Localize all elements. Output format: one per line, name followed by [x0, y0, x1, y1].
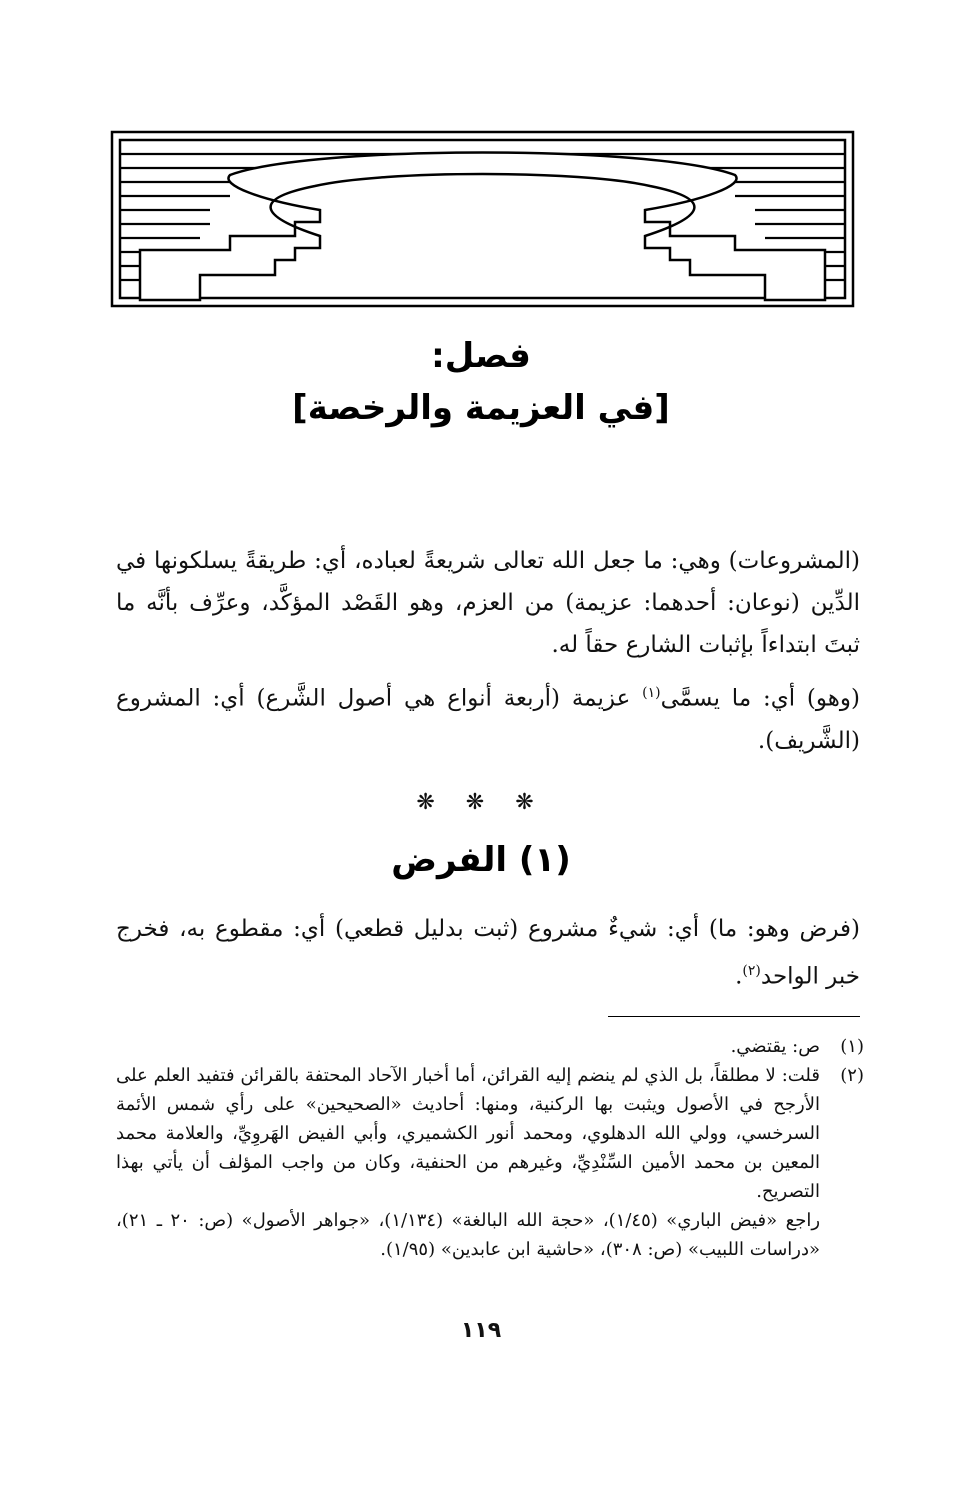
footnote-divider [608, 1016, 860, 1017]
section-label: فصل: [431, 336, 531, 376]
footnote-number: (٢) [840, 1065, 864, 1086]
section-separator: ❋ ❋ ❋ [416, 790, 546, 815]
decorative-header-ornament [110, 130, 855, 310]
paragraph-text: (فرض وهو: ما) أي: شيءٌ مشروع (ثبت بدليل قطعي) أي: مقطوع به، فخرج خبر الواحد [116, 916, 860, 990]
paragraph-text: . [735, 963, 743, 990]
footnote-item [116, 1032, 864, 1061]
paragraph-mashruat: (المشروعات) وهي: ما جعل الله تعالى شريعةً لعباده، أي: طريقةً يسلكونها في الدِّين (نوعان: أحدهما: عزيمة) من العزم، وهو القَصْد المؤكَّد، وعرِّف بأنَّه ما ثبتَ ابتداءاً بإثبات الشارع حقاً له. [116, 548, 860, 658]
paragraph-azima-types [116, 672, 860, 762]
page-number: ١١٩ [460, 1318, 502, 1343]
footnote-number [820, 1206, 864, 1264]
footnote-item [116, 1206, 864, 1264]
footnote-ref-2[interactable]: (٢) [742, 963, 761, 979]
paragraph-text: عزيمة (أربعة أنواع هي أصول الشَّرع) أي: المشروع (الشَّريف). [116, 685, 860, 754]
paragraph-fard [116, 908, 860, 998]
footnote-text: راجع «فيض الباري» (١/٤٥)، «حجة الله البالغة» (١/١٣٤)، «جواهر الأصول» (ص: ٢٠ ـ ٢١)، «دراسات اللبيب» (ص: ٣٠٨)، «حاشية ابن عابدين» (١/٩٥). [116, 1210, 821, 1260]
footnote-number: (١) [840, 1036, 864, 1057]
footnotes [116, 1032, 864, 1264]
footnote-item [116, 1061, 864, 1206]
section-title: [في العزيمة والرخصة] [292, 388, 670, 428]
footnote-text: قلت: لا مطلقاً، بل الذي لم ينضم إليه القرائن، أما أخبار الآحاد المحتفة بالقرائن فتفيد العلم على الأرجح في الأصول ويثبت بها الركنية، ومنها: أحاديث «الصحيحين» على رأي شمس الأئمة السرخسي، وولي الله الدهلوي، ومحمد أنور الكشميري، وأبي الفيض الهَروِيِّ، والعلامة محمد المعين بن محمد الأمين السِّنْدِيِّ، وغيرهم من الحنفية، وكان من واجب المؤلف أن يأتي بهذا التصريح. [116, 1065, 820, 1202]
footnote-ref-1[interactable]: (١) [642, 685, 661, 701]
footnote-text: ص: يقتضي. [730, 1036, 820, 1057]
paragraph-text: (وهو) أي: ما يسمَّى [660, 685, 860, 712]
subsection-title: (١) الفرض [391, 840, 571, 880]
